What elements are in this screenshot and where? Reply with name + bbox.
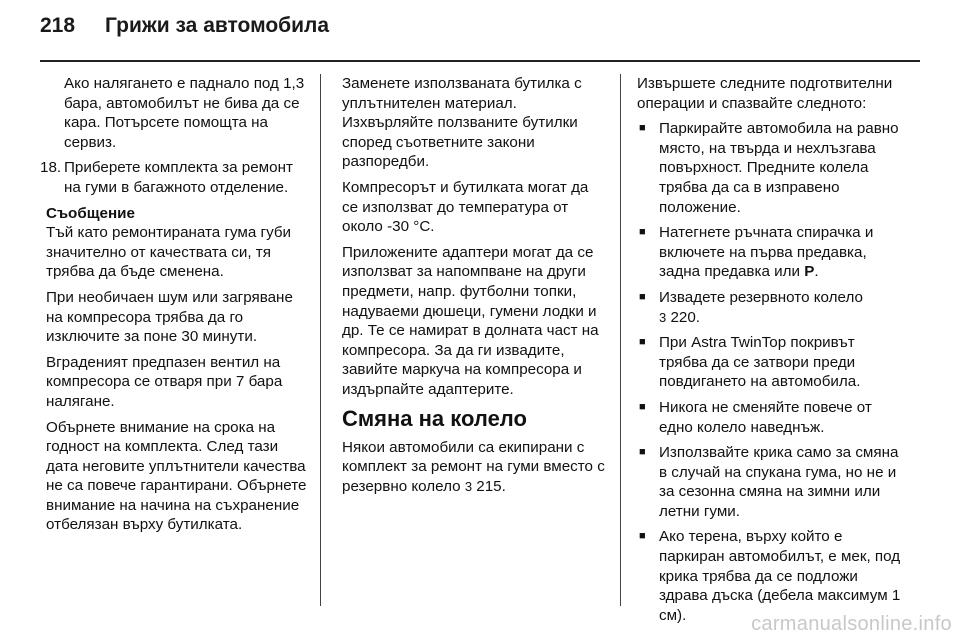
step-18-number: 18. [40,159,62,177]
column-right [637,74,907,631]
note-paragraph-4: Обърнете внимание на срока на годност на комплекта. След тази дата неговите уплътнители качества не са повече гарантирани. Обърнете внимание на начина на съхранение отбелязан върху бутилката. [46,418,307,534]
bullet-text-one-wheel: Никога не сменяйте повече от едно колело наведнъж. [659,398,872,436]
bullet-text-handbrake [659,223,907,282]
chapter-title: Грижи за автомобила [105,14,330,37]
list-item [637,527,907,625]
bullet-text-spare-wheel [659,288,863,327]
note-paragraph-1: Тъй като ремонтираната гума губи значително от качествата си, тя трябва да бъде сменена. [46,224,292,281]
step-18 [40,158,308,197]
preparation-intro: Извършете следните подготвителни операции и спазвайте следното: [637,75,893,112]
handbrake-text: Натегнете ръчната спирачка и включете на първа предавка, задна предавка или [659,224,874,281]
paragraph-replace-bottle: Заменете използваната бутилка с уплътнителен материал. Изхвърляйте ползваните бутилки според съответните закони разпоредби. [342,75,582,171]
note-paragraph-2: При необичаен шум или загряване на компресора трябва да го изключите за поне 30 минути. [46,288,293,346]
bullet-square-icon: ■ [639,290,646,303]
paragraph-temperature: Компресорът и бутилката могат да се използват до температура от около -30 °C. [342,178,589,236]
bullet-square-icon: ■ [639,122,646,135]
list-item [637,119,907,217]
page-reference-220[interactable]: 220. [670,308,701,326]
watermark: carmanualsonline.info [751,613,952,635]
spare-wheel-text: Извадете резервното колело [659,288,863,306]
column-divider-1 [320,74,321,606]
page-header [40,14,329,50]
bullet-text-twintop: При Astra TwinTop покривът трябва да се затвори преди повдигането на автомобила. [659,334,861,391]
list-item [637,398,907,437]
bullet-square-icon: ■ [639,446,646,459]
step-17-continuation: Ако налягането е паднало под 1,3 бара, автомобилът не бива да се кара. Потърсете помощта на сервиз. [64,75,305,151]
bullet-text-park: Паркирайте автомобила на равно място, на твърда и нехлъзгава повърхност. Предните колела трябва да са в изправено положение. [659,120,899,216]
bullet-square-icon: ■ [639,226,646,239]
bullet-text-soft-ground: Ако терена, върху който е паркиран автомобилът, е мек, под крика трябва да се подложи здрава дъска (дебела максимум 1 см). [659,528,901,624]
column-divider-2 [620,74,621,606]
paragraph-adapters: Приложените адаптери могат да се използват за напомпване на други предмети, напр. футболни топки, надуваеми дюшеци, гумени лодки и др. Те се намират в долната част на компресора. За да ги извадите, завийте маркуча на компресора и издърпайте адаптерите. [342,243,599,398]
note-title: Съобщение [46,204,135,222]
handbrake-end: . [814,263,819,281]
section-title-wheel-change: Смяна на колело [342,405,527,431]
note-paragraph-3: Вграденият предпазен вентил на компресора се отваря при 7 бара налягане. [46,353,283,410]
section-intro [342,438,608,497]
list-item [637,443,907,521]
bullet-square-icon: ■ [639,530,646,543]
page-reference-arrow-icon[interactable]: 3 [659,309,667,325]
list-item [637,223,907,282]
note-box [40,204,308,536]
column-middle [342,74,608,502]
bullet-square-icon: ■ [639,336,646,349]
section-intro-text: Някои автомобили са екипирани с комплект за ремонт на гуми вместо с резервно колело [342,438,605,495]
bullet-text-jack-usage: Използвайте крика само за смяна в случай на спукана гума, но не и за сезонна смяна на зимни или летни гуми. [659,444,899,520]
header-divider [40,60,920,62]
bullet-square-icon: ■ [639,400,646,413]
list-item [637,333,907,392]
park-gear-letter: P [804,263,815,281]
page-number: 218 [40,14,76,37]
page-reference-arrow-icon[interactable]: 3 [464,478,473,494]
column-left [40,74,308,541]
step-18-text: Приберете комплекта за ремонт на гуми в багажното отделение. [64,159,293,196]
list-item [637,288,907,327]
page-reference-215[interactable]: 215. [476,477,506,495]
